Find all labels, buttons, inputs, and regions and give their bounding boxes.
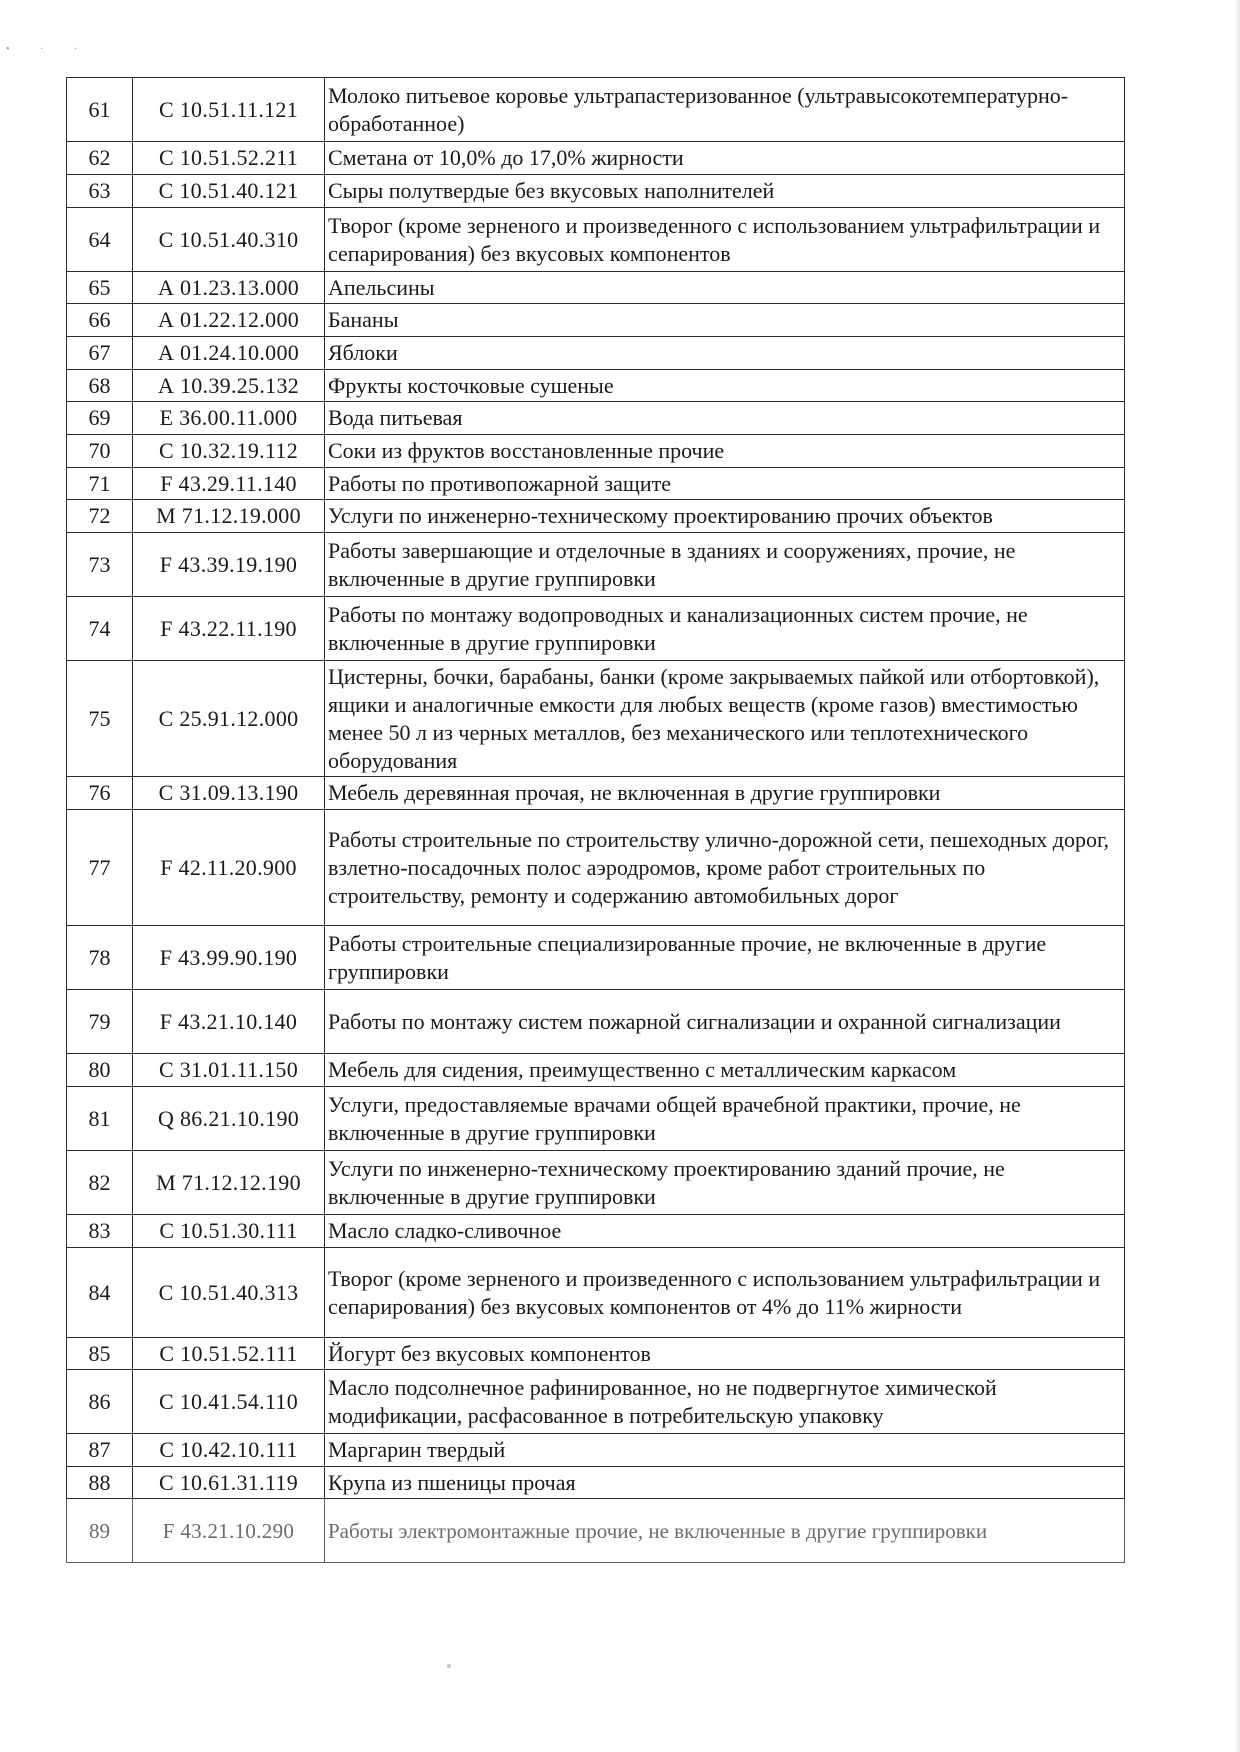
item-name-cell: Йогурт без вкусовых компонентов [325, 1338, 1125, 1370]
okpd-code-cell: А 10.39.25.132 [133, 370, 325, 402]
item-name-cell: Масло сладко-сливочное [325, 1215, 1125, 1248]
okpd-code-cell: F 43.21.10.290 [133, 1499, 325, 1563]
okpd-code-cell: С 10.61.31.119 [133, 1467, 325, 1499]
item-name-cell: Мебель для сидения, преимущественно с металлическим каркасом [325, 1054, 1125, 1087]
item-name-cell: Вода питьевая [325, 402, 1125, 435]
table-row [67, 1087, 1125, 1151]
table-row [67, 1215, 1125, 1248]
table-row [67, 1370, 1125, 1434]
row-number-cell: 78 [67, 926, 133, 990]
row-number-cell: 63 [67, 175, 133, 208]
row-number-cell: 84 [67, 1248, 133, 1338]
row-number-cell: 83 [67, 1215, 133, 1248]
row-number-cell: 80 [67, 1054, 133, 1087]
row-number-cell: 74 [67, 597, 133, 661]
okpd-code-cell: С 25.91.12.000 [133, 661, 325, 777]
okpd-code-cell: Е 36.00.11.000 [133, 402, 325, 435]
row-number-cell: 70 [67, 435, 133, 468]
okpd-code-cell: С 10.51.11.121 [133, 78, 325, 142]
row-number-cell: 77 [67, 810, 133, 926]
okpd-code-cell: F 43.22.11.190 [133, 597, 325, 661]
table-row [67, 1248, 1125, 1338]
item-name-cell: Работы электромонтажные прочие, не включенные в другие группировки [325, 1499, 1125, 1563]
table-row [67, 926, 1125, 990]
item-name-cell: Маргарин твердый [325, 1434, 1125, 1467]
row-number-cell: 88 [67, 1467, 133, 1499]
okpd-code-cell: С 10.51.40.310 [133, 208, 325, 272]
okpd-code-cell: С 10.41.54.110 [133, 1370, 325, 1434]
okpd-code-cell: А 01.23.13.000 [133, 272, 325, 304]
row-number-cell: 86 [67, 1370, 133, 1434]
table-row [67, 402, 1125, 435]
row-number-cell: 89 [67, 1499, 133, 1563]
table-row [67, 337, 1125, 370]
item-name-cell: Работы по монтажу водопроводных и канализационных систем прочие, не включенные в другие группировки [325, 597, 1125, 661]
table-row [67, 597, 1125, 661]
table-row [67, 468, 1125, 500]
row-number-cell: 76 [67, 777, 133, 810]
table-row [67, 304, 1125, 337]
item-name-cell: Сыры полутвердые без вкусовых наполнителей [325, 175, 1125, 208]
row-number-cell: 61 [67, 78, 133, 142]
table-row [67, 1434, 1125, 1467]
table-row [67, 208, 1125, 272]
item-name-cell: Мебель деревянная прочая, не включенная в другие группировки [325, 777, 1125, 810]
item-name-cell: Работы строительные специализированные прочие, не включенные в другие группировки [325, 926, 1125, 990]
item-name-cell: Яблоки [325, 337, 1125, 370]
table-body [67, 78, 1125, 1563]
row-number-cell: 62 [67, 142, 133, 175]
table-row [67, 1499, 1125, 1563]
table-row [67, 777, 1125, 810]
table-row [67, 990, 1125, 1054]
row-number-cell: 75 [67, 661, 133, 777]
item-name-cell: Цистерны, бочки, барабаны, банки (кроме закрываемых пайкой или отбортовкой), ящики и аналогичные емкости для любых веществ (кроме газов) вместимостью менее 50 л из черных металлов, без механического или теплотехнического оборудования [325, 661, 1125, 777]
table-row [67, 435, 1125, 468]
table-row [67, 142, 1125, 175]
row-number-cell: 68 [67, 370, 133, 402]
okpd-code-cell: F 42.11.20.900 [133, 810, 325, 926]
item-name-cell: Услуги по инженерно-техническому проектированию зданий прочие, не включенные в другие группировки [325, 1151, 1125, 1215]
okpd-code-cell: С 10.51.52.111 [133, 1338, 325, 1370]
item-name-cell: Работы по противопожарной защите [325, 468, 1125, 500]
table-row [67, 1054, 1125, 1087]
row-number-cell: 87 [67, 1434, 133, 1467]
row-number-cell: 65 [67, 272, 133, 304]
okpd-code-cell: М 71.12.19.000 [133, 500, 325, 533]
scan-artifact-dot [447, 1664, 451, 1668]
row-number-cell: 64 [67, 208, 133, 272]
table-row [67, 810, 1125, 926]
okpd-code-cell: С 10.51.52.211 [133, 142, 325, 175]
item-name-cell: Работы по монтажу систем пожарной сигнализации и охранной сигнализации [325, 990, 1125, 1054]
scan-artifact: • · · [6, 44, 92, 55]
table-row [67, 500, 1125, 533]
okpd-code-cell: С 10.51.40.313 [133, 1248, 325, 1338]
item-name-cell: Творог (кроме зерненого и произведенного с использованием ультрафильтрации и сепарирования) без вкусовых компонентов от 4% до 11% жирности [325, 1248, 1125, 1338]
row-number-cell: 81 [67, 1087, 133, 1151]
item-name-cell: Работы завершающие и отделочные в зданиях и сооружениях, прочие, не включенные в другие группировки [325, 533, 1125, 597]
table-row [67, 661, 1125, 777]
item-name-cell: Крупа из пшеницы прочая [325, 1467, 1125, 1499]
okpd-code-cell: С 10.32.19.112 [133, 435, 325, 468]
row-number-cell: 71 [67, 468, 133, 500]
page-edge [1234, 0, 1240, 1752]
table-row [67, 272, 1125, 304]
table-row [67, 175, 1125, 208]
okpd-code-cell: С 10.42.10.111 [133, 1434, 325, 1467]
okpd-code-cell: F 43.29.11.140 [133, 468, 325, 500]
item-name-cell: Апельсины [325, 272, 1125, 304]
okpd-codes-table [66, 77, 1125, 1563]
row-number-cell: 79 [67, 990, 133, 1054]
okpd-code-cell: С 10.51.30.111 [133, 1215, 325, 1248]
table-row [67, 370, 1125, 402]
okpd-code-cell: Q 86.21.10.190 [133, 1087, 325, 1151]
table-row [67, 1467, 1125, 1499]
row-number-cell: 72 [67, 500, 133, 533]
row-number-cell: 66 [67, 304, 133, 337]
row-number-cell: 67 [67, 337, 133, 370]
table-row [67, 1151, 1125, 1215]
row-number-cell: 69 [67, 402, 133, 435]
okpd-code-cell: С 31.01.11.150 [133, 1054, 325, 1087]
item-name-cell: Бананы [325, 304, 1125, 337]
item-name-cell: Услуги по инженерно-техническому проектированию прочих объектов [325, 500, 1125, 533]
item-name-cell: Творог (кроме зерненого и произведенного с использованием ультрафильтрации и сепарирования) без вкусовых компонентов [325, 208, 1125, 272]
okpd-code-cell: С 31.09.13.190 [133, 777, 325, 810]
row-number-cell: 82 [67, 1151, 133, 1215]
table-row [67, 78, 1125, 142]
item-name-cell: Работы строительные по строительству улично-дорожной сети, пешеходных дорог, взлетно-посадочных полос аэродромов, кроме работ строительных по строительству, ремонту и содержанию автомобильных дорог [325, 810, 1125, 926]
okpd-code-cell: А 01.24.10.000 [133, 337, 325, 370]
okpd-code-cell: А 01.22.12.000 [133, 304, 325, 337]
okpd-code-cell: М 71.12.12.190 [133, 1151, 325, 1215]
item-name-cell: Масло подсолнечное рафинированное, но не подвергнутое химической модификации, расфасованное в потребительскую упаковку [325, 1370, 1125, 1434]
table-row [67, 533, 1125, 597]
item-name-cell: Соки из фруктов восстановленные прочие [325, 435, 1125, 468]
okpd-code-cell: С 10.51.40.121 [133, 175, 325, 208]
row-number-cell: 73 [67, 533, 133, 597]
item-name-cell: Услуги, предоставляемые врачами общей врачебной практики, прочие, не включенные в другие группировки [325, 1087, 1125, 1151]
okpd-code-cell: F 43.39.19.190 [133, 533, 325, 597]
item-name-cell: Сметана от 10,0% до 17,0% жирности [325, 142, 1125, 175]
item-name-cell: Фрукты косточковые сушеные [325, 370, 1125, 402]
row-number-cell: 85 [67, 1338, 133, 1370]
okpd-code-cell: F 43.21.10.140 [133, 990, 325, 1054]
okpd-code-cell: F 43.99.90.190 [133, 926, 325, 990]
table-row [67, 1338, 1125, 1370]
item-name-cell: Молоко питьевое коровье ультрапастеризованное (ультравысокотемпературно-обработанное) [325, 78, 1125, 142]
